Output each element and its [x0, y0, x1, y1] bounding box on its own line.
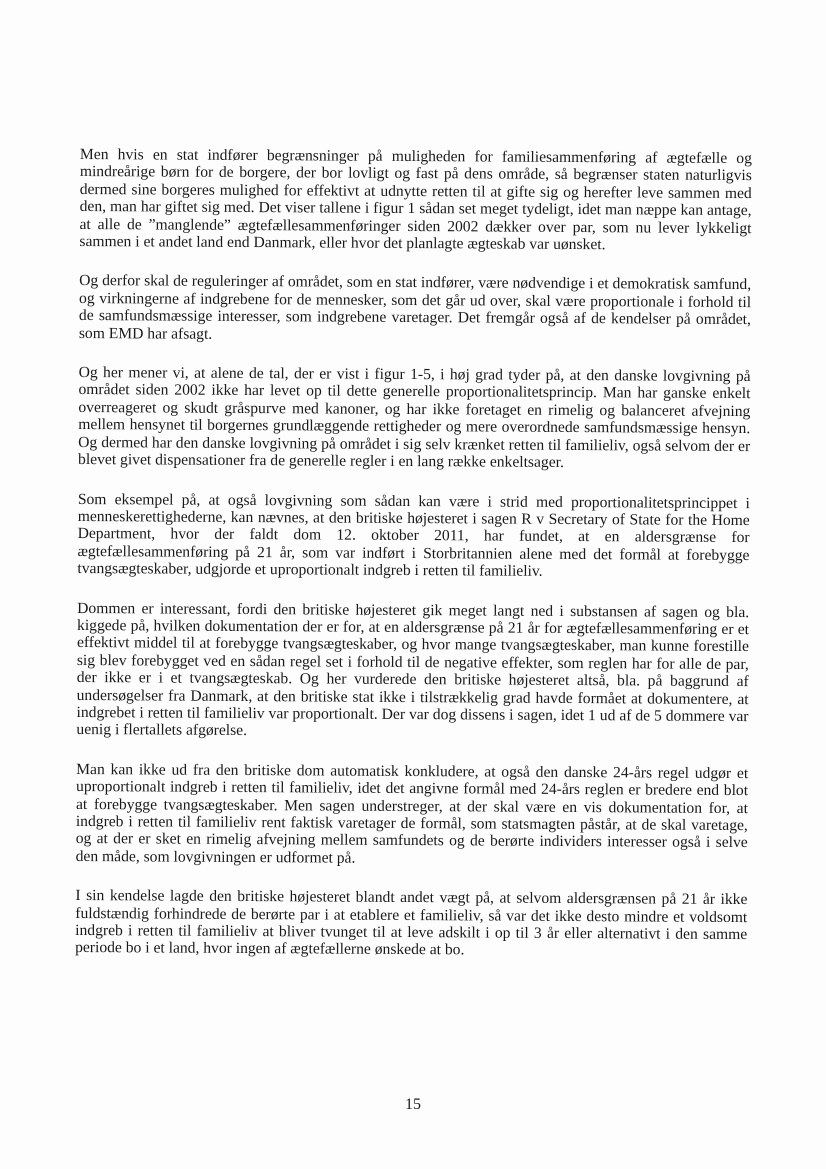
paragraph-4: Som eksempel på, at også lovgivning som sådan kan være i strid med proportionalitetsprincippet i menneskerettighederne, kan nævnes, at den britiske højesteret i sagen R v Secretary of State for the Home Department, hvor der faldt dom 12. oktober 2011, har fundet, at en aldersgrænse for ægtefællesammenføring på 21 år, som var indført i Storbritannien alene med det formål at forebygge tvangsægteskaber, udgjorde et uproportionalt indgreb i retten til familieliv.: [77, 490, 750, 580]
paragraph-6: Man kan ikke ud fra den britiske dom automatisk konkludere, at også den danske 24-års regel udgør et uproportionalt indgreb i retten til familieliv, idet det angivne formål med 24-års reglen er bredere end blot at forebygge tvangsægteskaber. Men sagen understreger, at der skal være en vis dokumentation for, at indgreb i retten til familieliv rent faktisk varetager de formål, som statsmagten påstår, at de skal varetage, og at der er sket en rimelig afvejning mellem samfundets og de berørte individers interesser også i selve den måde, som lovgivningen er udformet på.: [75, 760, 749, 867]
page-number: 15: [405, 1096, 421, 1113]
paragraph-7: I sin kendelse lagde den britiske højesteret blandt andet vægt på, at selvom aldersgrænsen på 21 år ikke fuldstændig forhindrede de berørte par i at etablere et familieliv, så var det ikke desto mindre et voldsomt indgreb i retten til familieliv at bliver tvunget til at leve adskilt i op til 3 år eller alternativt i den samme periode bo i et land, hvor ingen af ægtefællerne ønskede at bo.: [75, 887, 748, 959]
paragraph-5: Dommen er interessant, fordi den britiske højesteret gik meget langt ned i substansen af sagen og bla. kiggede på, hvilken dokumentation der er for, at en aldersgrænse på 21 år for ægtefællesammenføring er et effektivt middel til at forebygge tvangsægteskaber, og hvor mange tvangsægteskaber, man kunne forestille sig blev forebygget ved en sådan regel set i forhold til de negative effekter, som reglen har for alle de par, der ikke er i et tvangsægteskab. Og her vurderede den britiske højesteret altså, bla. på baggrund af undersøgelser fra Danmark, at den britiske stat ikke i tilstrækkelig grad havde formået at dokumentere, at indgrebet i retten til familieliv var proportionalt. Der var dog dissens i sagen, idet 1 ud af de 5 dommere var uenig i flertallets afgørelse.: [76, 599, 750, 740]
paragraph-1: Men hvis en stat indfører begrænsninger på muligheden for familiesammenføring af ægtefælle og mindreårige børn for de borgere, der bor lovligt og fast på dens område, så begrænser staten naturligvis dermed sine borgeres mulighed for effektivt at udnytte retten til at gifte sig og herefter leve sammen med den, man har giftet sig med. Det viser tallene i figur 1 sådan set meget tydeligt, idet man næppe kan antage, at alle de ”manglende” ægtefællesammenføringer siden 2002 dækker over par, som nu lever lykkeligt sammen i et andet land end Danmark, eller hvor det planlagte ægteskab var uønsket.: [79, 146, 752, 254]
document-body: [75, 146, 752, 983]
paragraph-3: Og her mener vi, at alene de tal, der er vist i figur 1-5, i høj grad tyder på, at den danske lovgivning på området siden 2002 ikke har levet op til dette generelle proportionalitetsprincip. Man har ganske enkelt overreageret og skudt gråspurve med kanoner, og har ikke foretaget en rimelig og balanceret afvejning mellem hensynet til borgernes grundlæggende rettigheder og mere overordnede samfundsmæssige hensyn. Og dermed har den danske lovgivning på området i sig selv krænket retten til familieliv, også selvom der er blevet givet dispensationer fra de generelle regler i en lang række enkeltsager.: [78, 364, 751, 472]
paragraph-2: Og derfor skal de reguleringer af området, som en stat indfører, være nødvendige i et demokratisk samfund, og virkningerne af indgrebene for de mennesker, som det går ud over, skal være proportionale i forhold til de samfundsmæssige interesser, som indgrebene varetager. Det fremgår også af de kendelser på området, som EMD har afsagt.: [78, 272, 752, 343]
